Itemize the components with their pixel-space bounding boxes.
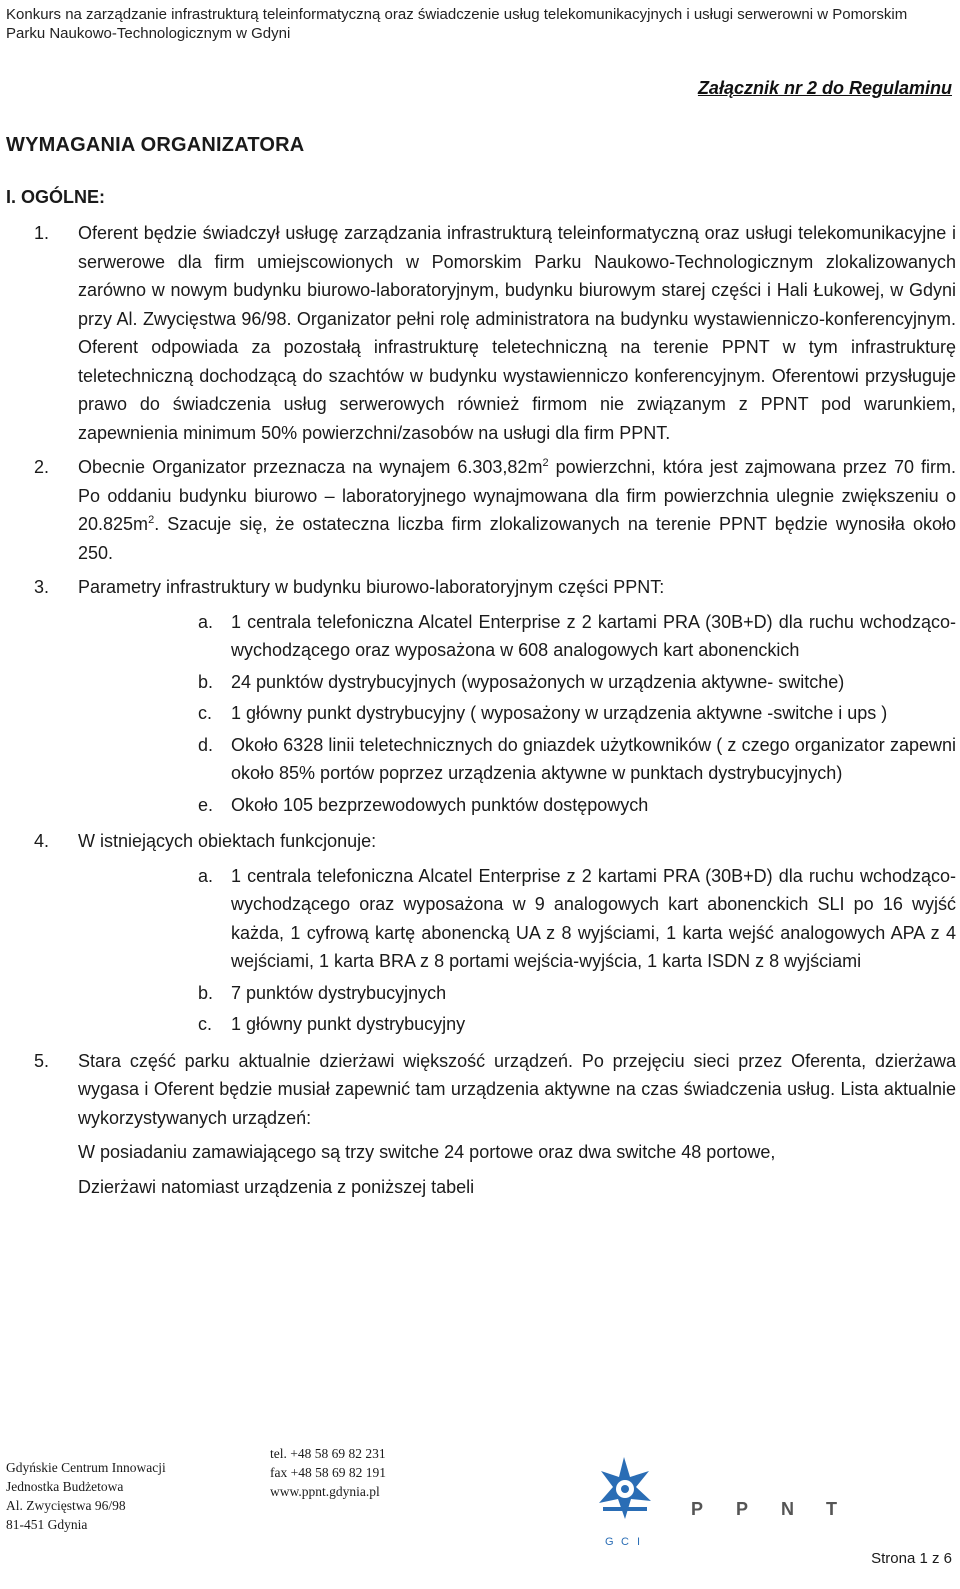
sub-item-letter: b. (198, 671, 214, 692)
item-number: 3. (34, 577, 50, 597)
page-number: Strona 1 z 6 (871, 1550, 952, 1567)
item-text: Stara część parku aktualnie dzierżawi większość urządzeń. Po przejęciu sieci przez Oferenta, dzierżawa wygasa i Oferent będzie musiał zapewnić tam urządzenia aktywne na czas świadczenia usług. Lista aktualnie wykorzystywanych urządzeń: (78, 1050, 956, 1128)
document-body (6, 219, 956, 1201)
sub-item-letter: a. (198, 611, 214, 632)
gci-letter: I (637, 1536, 641, 1548)
gci-letter: G (605, 1536, 614, 1548)
item-number: 5. (34, 1050, 50, 1071)
item-text: W istniejących obiektach funkcjonuje: (78, 831, 377, 851)
sub-item-text: 24 punktów dystrybucyjnych (wyposażonych w urządzenia aktywne- switche) (231, 671, 845, 692)
list-item-2 (6, 453, 956, 567)
sub-item-letter: e. (198, 794, 214, 815)
sub-item-text: 1 główny punkt dystrybucyjny ( wyposażony w urządzenia aktywne -switche i ups ) (231, 703, 888, 723)
sub-item-text: 1 główny punkt dystrybucyjny (231, 1014, 466, 1034)
footer-address: Gdyńskie Centrum Innowacji Jednostka Budżetowa Al. Zwycięstwa 96/98 81-451 Gdynia (6, 1460, 166, 1532)
equipment-note-1: W posiadaniu zamawiającego są trzy switche 24 portowe oraz dwa switche 48 portowe, (78, 1142, 776, 1162)
footer-fax: fax +48 58 69 82 191 (270, 1465, 386, 1480)
list-item-3 (6, 573, 956, 602)
sub-item (6, 979, 956, 1008)
superscript: 2 (542, 457, 549, 469)
sub-item-letter: d. (198, 734, 214, 755)
ppnt-letter: P (736, 1499, 749, 1519)
sub-item-text: 7 punktów dystrybucyjnych (231, 982, 447, 1003)
footer-website: www.ppnt.gdynia.pl (270, 1484, 380, 1499)
sub-item (6, 608, 956, 665)
equipment-note-2: Dzierżawi natomiast urządzenia z poniższej tabeli (78, 1176, 475, 1197)
ppnt-letter: P (691, 1499, 704, 1519)
list-item-5 (6, 1047, 956, 1133)
page-title: WYMAGANIA ORGANIZATORA (6, 134, 305, 156)
header-line-2: Parku Naukowo-Technologicznym w Gdyni (6, 25, 291, 42)
item-number: 1. (34, 223, 50, 243)
sub-item (6, 791, 956, 820)
gci-letter: C (621, 1536, 629, 1548)
list-item-1 (6, 219, 956, 447)
sub-item-text: 1 centrala telefoniczna Alcatel Enterprise z 2 kartami PRA (30B+D) dla ruchu wchodząco-wychodzącego oraz wyposażona w 608 analogowych kart abonenckich (231, 611, 956, 660)
sub-item (6, 731, 956, 788)
sub-item-letter: b. (198, 982, 214, 1003)
sub-item-text: Około 6328 linii teletechnicznych do gniazdek użytkowników ( z czego organizator zapewni około 85% portów poprzez urządzenia aktywne w punktach dystrybucyjnych) (231, 734, 956, 783)
header-line-1: Konkurs na zarządzanie infrastrukturą teleinformatyczną oraz świadczenie usług telekomunikacyjnych i usługi serwerowni w Pomorskim (6, 6, 908, 23)
ppnt-letter: T (826, 1499, 837, 1519)
sub-item-letter: c. (198, 703, 213, 723)
sub-item (6, 862, 956, 976)
running-header (6, 5, 951, 43)
superscript: 2 (148, 514, 155, 526)
sub-item-text: Około 105 bezprzewodowych punktów dostępowych (231, 794, 649, 815)
sub-item (6, 699, 956, 728)
item-number: 4. (34, 831, 50, 851)
page-footer (6, 1444, 951, 1554)
footer-phone: tel. +48 58 69 82 231 (270, 1446, 386, 1461)
item-text: Obecnie Organizator przeznacza na wynajem $6.303,82m^2$ powierzchni, która jest zajmowana przez 70 firm. Po oddaniu budynku biurowo – laboratoryjnego wynajmowana dla firm powierzchnia ulegnie zwiększeniu o $20.825m^2$. Szacuje się, że ostateczna liczba firm zlokalizowanych na terenie PPNT będzie wynosiła około 250. (78, 457, 957, 563)
ppnt-letter: N (781, 1499, 794, 1519)
item-text: Oferent będzie świadczył usługę zarządzania infrastrukturą teleinformatyczną oraz usługi telekomunikacyjne i serwerowe dla firm umiejscowionych w Pomorskim Parku Naukowo-Technologicznym zlokalizowanych zarówno w nowym budynku biurowo-laboratoryjnym, budynku biurowym starej części i Hali Łukowej, w Gdyni przy Al. Zwycięstwa 96/98. Organizator pełni rolę administratora na budynku wystawienniczo-konferencyjnym. Oferent odpowiada za pozostałą infrastrukturę teletechniczną na terenie PPNT w tym infrastrukturę teletechniczną dochodzącą do szachtów w budynku wystawienniczo konferencyjnym. Oferentowi przysługuje prawo do świadczenia usług serwerowych również firmom nie związanym z PPNT pod warunkiem, zapewnienia minimum 50% powierzchni/zasobów na usługi dla firm PPNT. (78, 223, 956, 443)
footer-contact (270, 1444, 386, 1501)
sub-item-letter: c. (198, 1014, 213, 1034)
sub-item (6, 668, 956, 697)
sub-item-text: 1 centrala telefoniczna Alcatel Enterprise z 2 kartami PRA (30B+D) dla ruchu wchodząco-wychodzącego oraz wyposażona w 9 analogowych kart abonenckich SLI po 16 wyjść każda, 1 cyfrową kartę abonencką UA z 8 wyjściami, 1 karta wejść analogowych APA z 4 wejściami, 1 karta BRA z 8 portami wejścia-wyjścia, 1 karta ISDN z 8 wyjściami (231, 865, 956, 971)
list-item-4 (6, 827, 956, 856)
item-number: 2. (34, 457, 50, 477)
sub-item-letter: a. (198, 865, 214, 886)
item-text: Parametry infrastruktury w budynku biurowo-laboratoryjnym części PPNT: (78, 577, 665, 597)
sub-item (6, 1010, 956, 1039)
ppnt-gci-logo (591, 1449, 861, 1554)
section-heading: I. OGÓLNE: (6, 187, 105, 207)
annex-label: Załącznik nr 2 do Regulaminu (697, 78, 952, 98)
